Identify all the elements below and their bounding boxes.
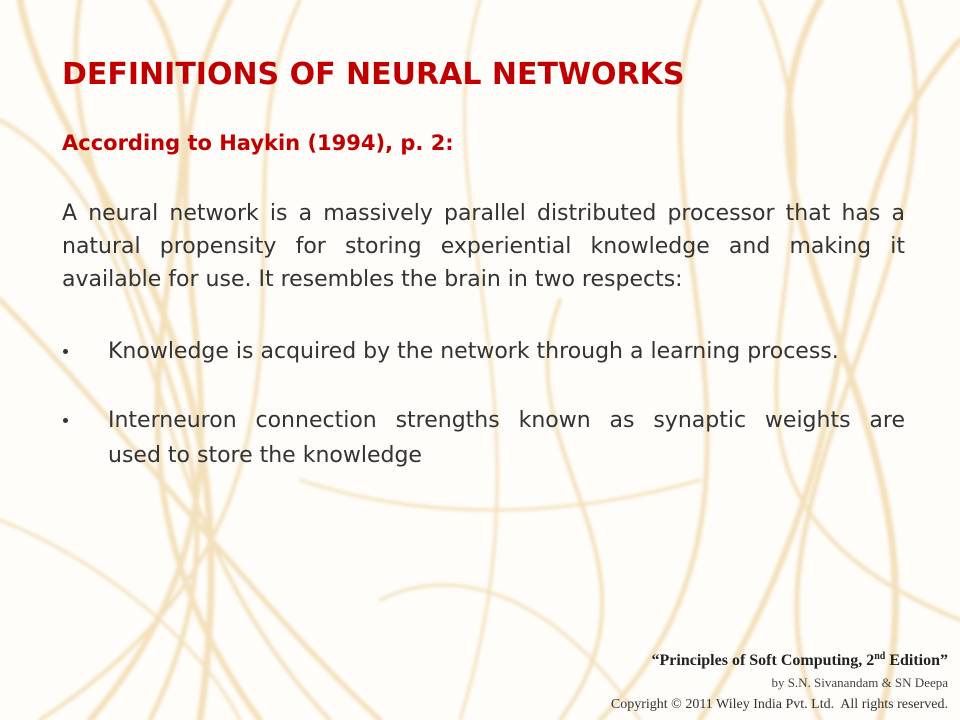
bullet-item (108, 335, 905, 369)
definition-line: natural propensity for storing experiential knowledge and making it (62, 234, 905, 259)
footer-authors: by S.N. Sivanandam & SN Deepa (771, 675, 948, 690)
footer-book-title (652, 650, 948, 674)
footer-title-end: Edition” (885, 652, 948, 669)
definition-line: available for use. It resembles the brain in two respects: (62, 267, 683, 292)
footer-copyright: Copyright © 2011 Wiley India Pvt. Ltd. All rights reserved. (610, 697, 948, 712)
net-strand (760, 0, 960, 620)
net-strand (700, 40, 960, 720)
slide-title: DEFINITIONS OF NEURAL NETWORKS (62, 57, 685, 92)
footer-title-superscript: nd (874, 651, 886, 662)
bullet-line: Interneuron connection strengths known as synaptic weights are (108, 408, 905, 433)
bullet-point-icon (63, 349, 68, 354)
definition-paragraph (62, 197, 905, 296)
definition-line: A neural network is a massively parallel distributed processor that has a (62, 201, 905, 226)
footer-title-text: “Principles of Soft Computing, 2 (651, 652, 875, 669)
bullet-point-icon (63, 418, 68, 423)
net-strand (300, 480, 700, 510)
bullet-line: Knowledge is acquired by the network through a learning process. (108, 339, 839, 364)
citation-heading: According to Haykin (1994), p. 2: (62, 131, 454, 155)
bullet-line: used to store the knowledge (108, 443, 422, 468)
bullet-item (108, 403, 905, 473)
